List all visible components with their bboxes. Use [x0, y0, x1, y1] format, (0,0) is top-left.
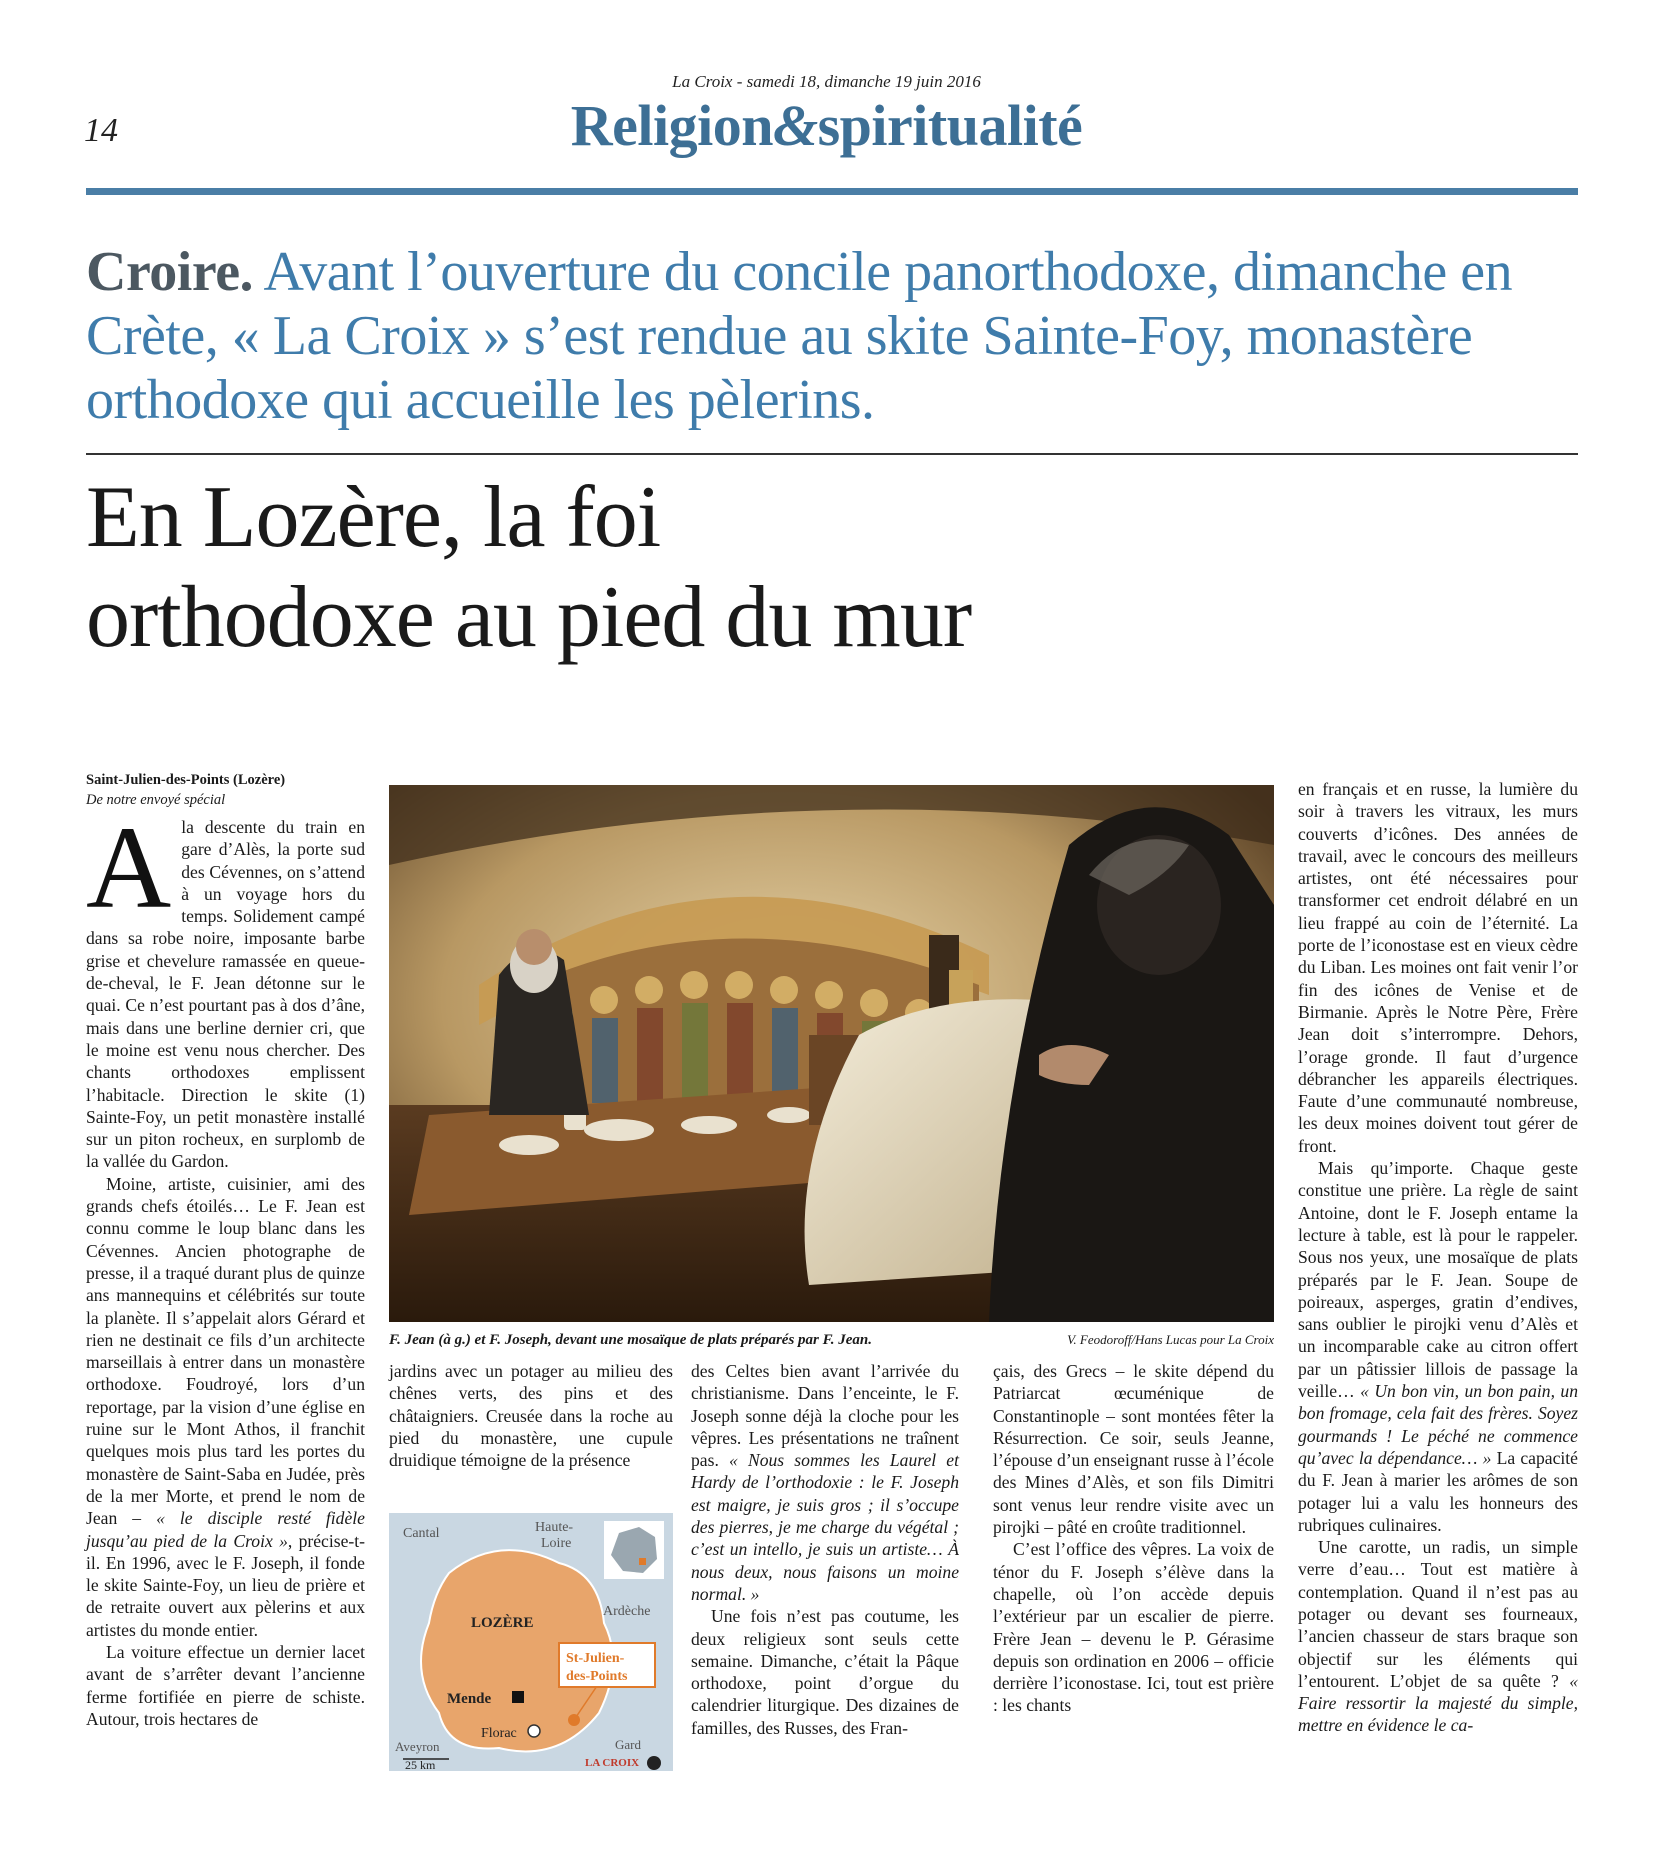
- dropcap: A: [86, 802, 172, 933]
- caption-text: F. Jean (à g.) et F. Joseph, devant une mosaïque de plats préparés par F. Jean.: [389, 1332, 872, 1348]
- france-inset: [604, 1521, 664, 1579]
- kicker-label: Croire.: [86, 241, 254, 303]
- label-gard: Gard: [615, 1737, 641, 1752]
- article-paragraph: Une carotte, un radis, un simple verre d’eau… Tout est matière à contemplation. Quand il n’est pas au potager ou devant ses fourneaux, l’ancien chasseur de stars braque son objectif sur les éléments qui l’entourent. L’objet de sa quête ? « Faire ressortir la majesté du simple, mettre en évidence le ca-: [1298, 1537, 1579, 1736]
- article-paragraph: C’est l’office des vêpres. La voix de ténor du F. Joseph s’élève dans la chapelle, où l’on accède depuis l’extérieur par un escalier de pierre. Frère Jean – devenu le P. Gérasime depuis son ordination en 2006 – officie derrière l’iconostase. Ici, tout est prière : les chants: [993, 1539, 1274, 1716]
- label-st-julien-1: St-Julien-: [566, 1651, 625, 1666]
- label-aveyron: Aveyron: [395, 1739, 440, 1754]
- article-paragraph: çais, des Grecs – le skite dépend du Patriarcat œcuménique de Constantinople – sont montées fêter la Résurrection. Ce soir, seuls Jeanne, l’épouse d’un enseignant russe à l’école des Mines d’Alès, et son fils Dimitri sont venus leur rendre visite avec un pirojki – pâté en croûte traditionnel.: [993, 1361, 1274, 1538]
- florac-marker: [528, 1725, 540, 1737]
- label-ardeche: Ardèche: [603, 1604, 651, 1619]
- section-title-suffix: spiritualité: [817, 93, 1083, 158]
- brand-badge: [647, 1756, 661, 1770]
- article-column-4: [993, 1360, 1274, 1717]
- byline-place: Saint-Julien-des-Points (Lozère): [86, 772, 286, 788]
- label-cantal: Cantal: [403, 1526, 440, 1541]
- article-column-3: [691, 1360, 959, 1739]
- article-paragraph: en français et en russe, la lumière du soir à travers les vitraux, les murs couverts d’icônes. Des années de travail, avec le concours des meilleurs artistes, ont été nécessaires pour transformer cet endroit délabré en un lieu frappé au coin de l’éternité. La porte de l’iconostase est en vieux cèdre du Liban. Les moines ont fait venir l’or fin des icônes de Venise et de Birmanie. Après le Notre Père, Frère Jean doit s’interrompre. Dehors, l’orage gronde. Il faut d’urgence débrancher les appareils électriques. Faute d’une communauté nombreuse, les deux moines doivent tout gérer de front.: [1298, 779, 1578, 1156]
- location-map: [389, 1513, 673, 1771]
- mende-marker: [512, 1691, 524, 1703]
- top-rule: [86, 188, 1578, 195]
- page-number: 14: [84, 112, 118, 149]
- article-paragraph: jardins avec un potager au milieu des chênes verts, des pins et des châtaigniers. Creusée dans la roche au pied du monastère, une cupule druidique témoigne de la présence: [389, 1361, 673, 1471]
- label-haute-loire-2: Loire: [541, 1536, 572, 1551]
- label-haute-loire-1: Haute-: [535, 1520, 574, 1535]
- article-paragraph: Moine, artiste, cuisinier, ami des grands chefs étoilés… Le F. Jean est connu comme le loup blanc dans les Cévennes. Ancien photographe de presse, il a traqué durant plus de quinze ans mannequins et célébrités sur toute la planète. Il s’appelait alors Gérard et rien ne destinait ce fils d’un architecte marseillais à entrer dans un monastère orthodoxe. Foudroyé, lors d’un reportage, par la vision d’une église en ruine sur le Mont Athos, il franchit quelques mois plus tard les portes du monastère de Saint-Saba en Judée, près de la mer Morte, et prend le nom de Jean – « le disciple resté fidèle jusqu’au pied de la Croix », précise-t-il. En 1996, avec le F. Joseph, il fonde le skite Sainte-Foy, un lieu de prière et de retraite ouvert aux pèlerins et aux artistes du monde entier.: [86, 1173, 365, 1640]
- article-paragraph: des Celtes bien avant l’arrivée du christianisme. Dans l’enceinte, le F. Joseph sonne déjà la cloche pour les vêpres. Les présentations ne traînent pas. « Nous sommes les Laurel et Hardy de l’orthodoxie : le F. Joseph est maigre, je suis gros ; il s’occupe des pierres, je me charge du végétal ; c’est un intello, je suis un artiste… À nous deux, nous faisons un moine normal. »: [691, 1361, 959, 1604]
- article-paragraph: La voiture effectue un dernier lacet avant de s’arrêter devant l’ancienne ferme fortifiée en pierre de schiste. Autour, trois hectares de: [86, 1641, 365, 1729]
- kicker: [86, 240, 1586, 432]
- article-column-5: [1298, 778, 1578, 1737]
- kicker-text: Avant l’ouverture du concile panorthodoxe, dimanche en Crète, « La Croix » s’est rendue au skite Sainte-Foy, monastère orthodoxe qui accueille les pèlerins.: [86, 241, 1513, 431]
- photo-credit: V. Feodoroff/Hans Lucas pour La Croix: [1067, 1332, 1274, 1347]
- section-title-prefix: Religion: [570, 93, 773, 158]
- photo-caption: [389, 1330, 1274, 1350]
- headline: [86, 468, 1536, 668]
- article-paragraph: Ala descente du train en gare d’Alès, la porte sud des Cévennes, on s’attend à un voyage hors du temps. Solidement campé dans sa robe noire, imposante barbe grise et chevelure ramassée en queue-de-cheval, le F. Jean détonne sur le quai. Ce n’est pourtant pas à dos d’âne, mais dans une berline dernier cri, que le moine est venu nous chercher. Des chants orthodoxes emplissent l’habitacle. Direction le skite (1) Sainte-Foy, un petit monastère installé sur un piton rocheux, en surplomb de la vallée du Gardon.: [86, 802, 365, 1172]
- label-florac: Florac: [481, 1726, 517, 1741]
- headline-line-1: En Lozère, la foi: [86, 469, 661, 566]
- byline-role: De notre envoyé spécial: [86, 792, 226, 808]
- dateline: La Croix - samedi 18, dimanche 19 juin 2016: [672, 72, 981, 91]
- article-photo: [389, 785, 1274, 1322]
- article-column-2: [389, 1360, 673, 1471]
- label-st-julien-2: des-Points: [566, 1669, 628, 1684]
- label-mende: Mende: [447, 1691, 492, 1707]
- article-paragraph: Mais qu’importe. Chaque geste constitue une prière. La règle de saint Antoine, dont le F. Joseph entame la lecture à table, est là pour le rappeler. Sous nos yeux, une mosaïque de plats préparés par le F. Jean. Soupe de poireaux, asperges, gratin d’endives, sans oublier le pirojki venu d’Alès et un incomparable cake au citron offert par un pâtissier lillois de passage la veille… « Un bon vin, un bon pain, un bon fromage, cela fait des frères. Soyez gourmands ! Le péché ne commence qu’avec la dépendance… » La capacité du F. Jean à marier les arômes de son potager lui a valu les honneurs des rubriques culinaires.: [1298, 1158, 1578, 1535]
- headline-line-2: orthodoxe au pied du mur: [86, 569, 972, 666]
- article-paragraph: Une fois n’est pas coutume, les deux religieux sont seuls cette semaine. Dimanche, c’était la Pâque orthodoxe, point d’orgue du calendrier liturgique. Des dizaines de familles, des Russes, des Fran-: [691, 1606, 959, 1738]
- section-title: [0, 92, 1653, 159]
- article-column-1: [86, 770, 365, 1730]
- scale-label: 25 km: [405, 1758, 436, 1771]
- mid-rule: [86, 453, 1578, 455]
- label-lozere: LOZÈRE: [471, 1615, 534, 1631]
- section-title-amp: &: [772, 93, 818, 158]
- map-brand: LA CROIX: [585, 1757, 640, 1769]
